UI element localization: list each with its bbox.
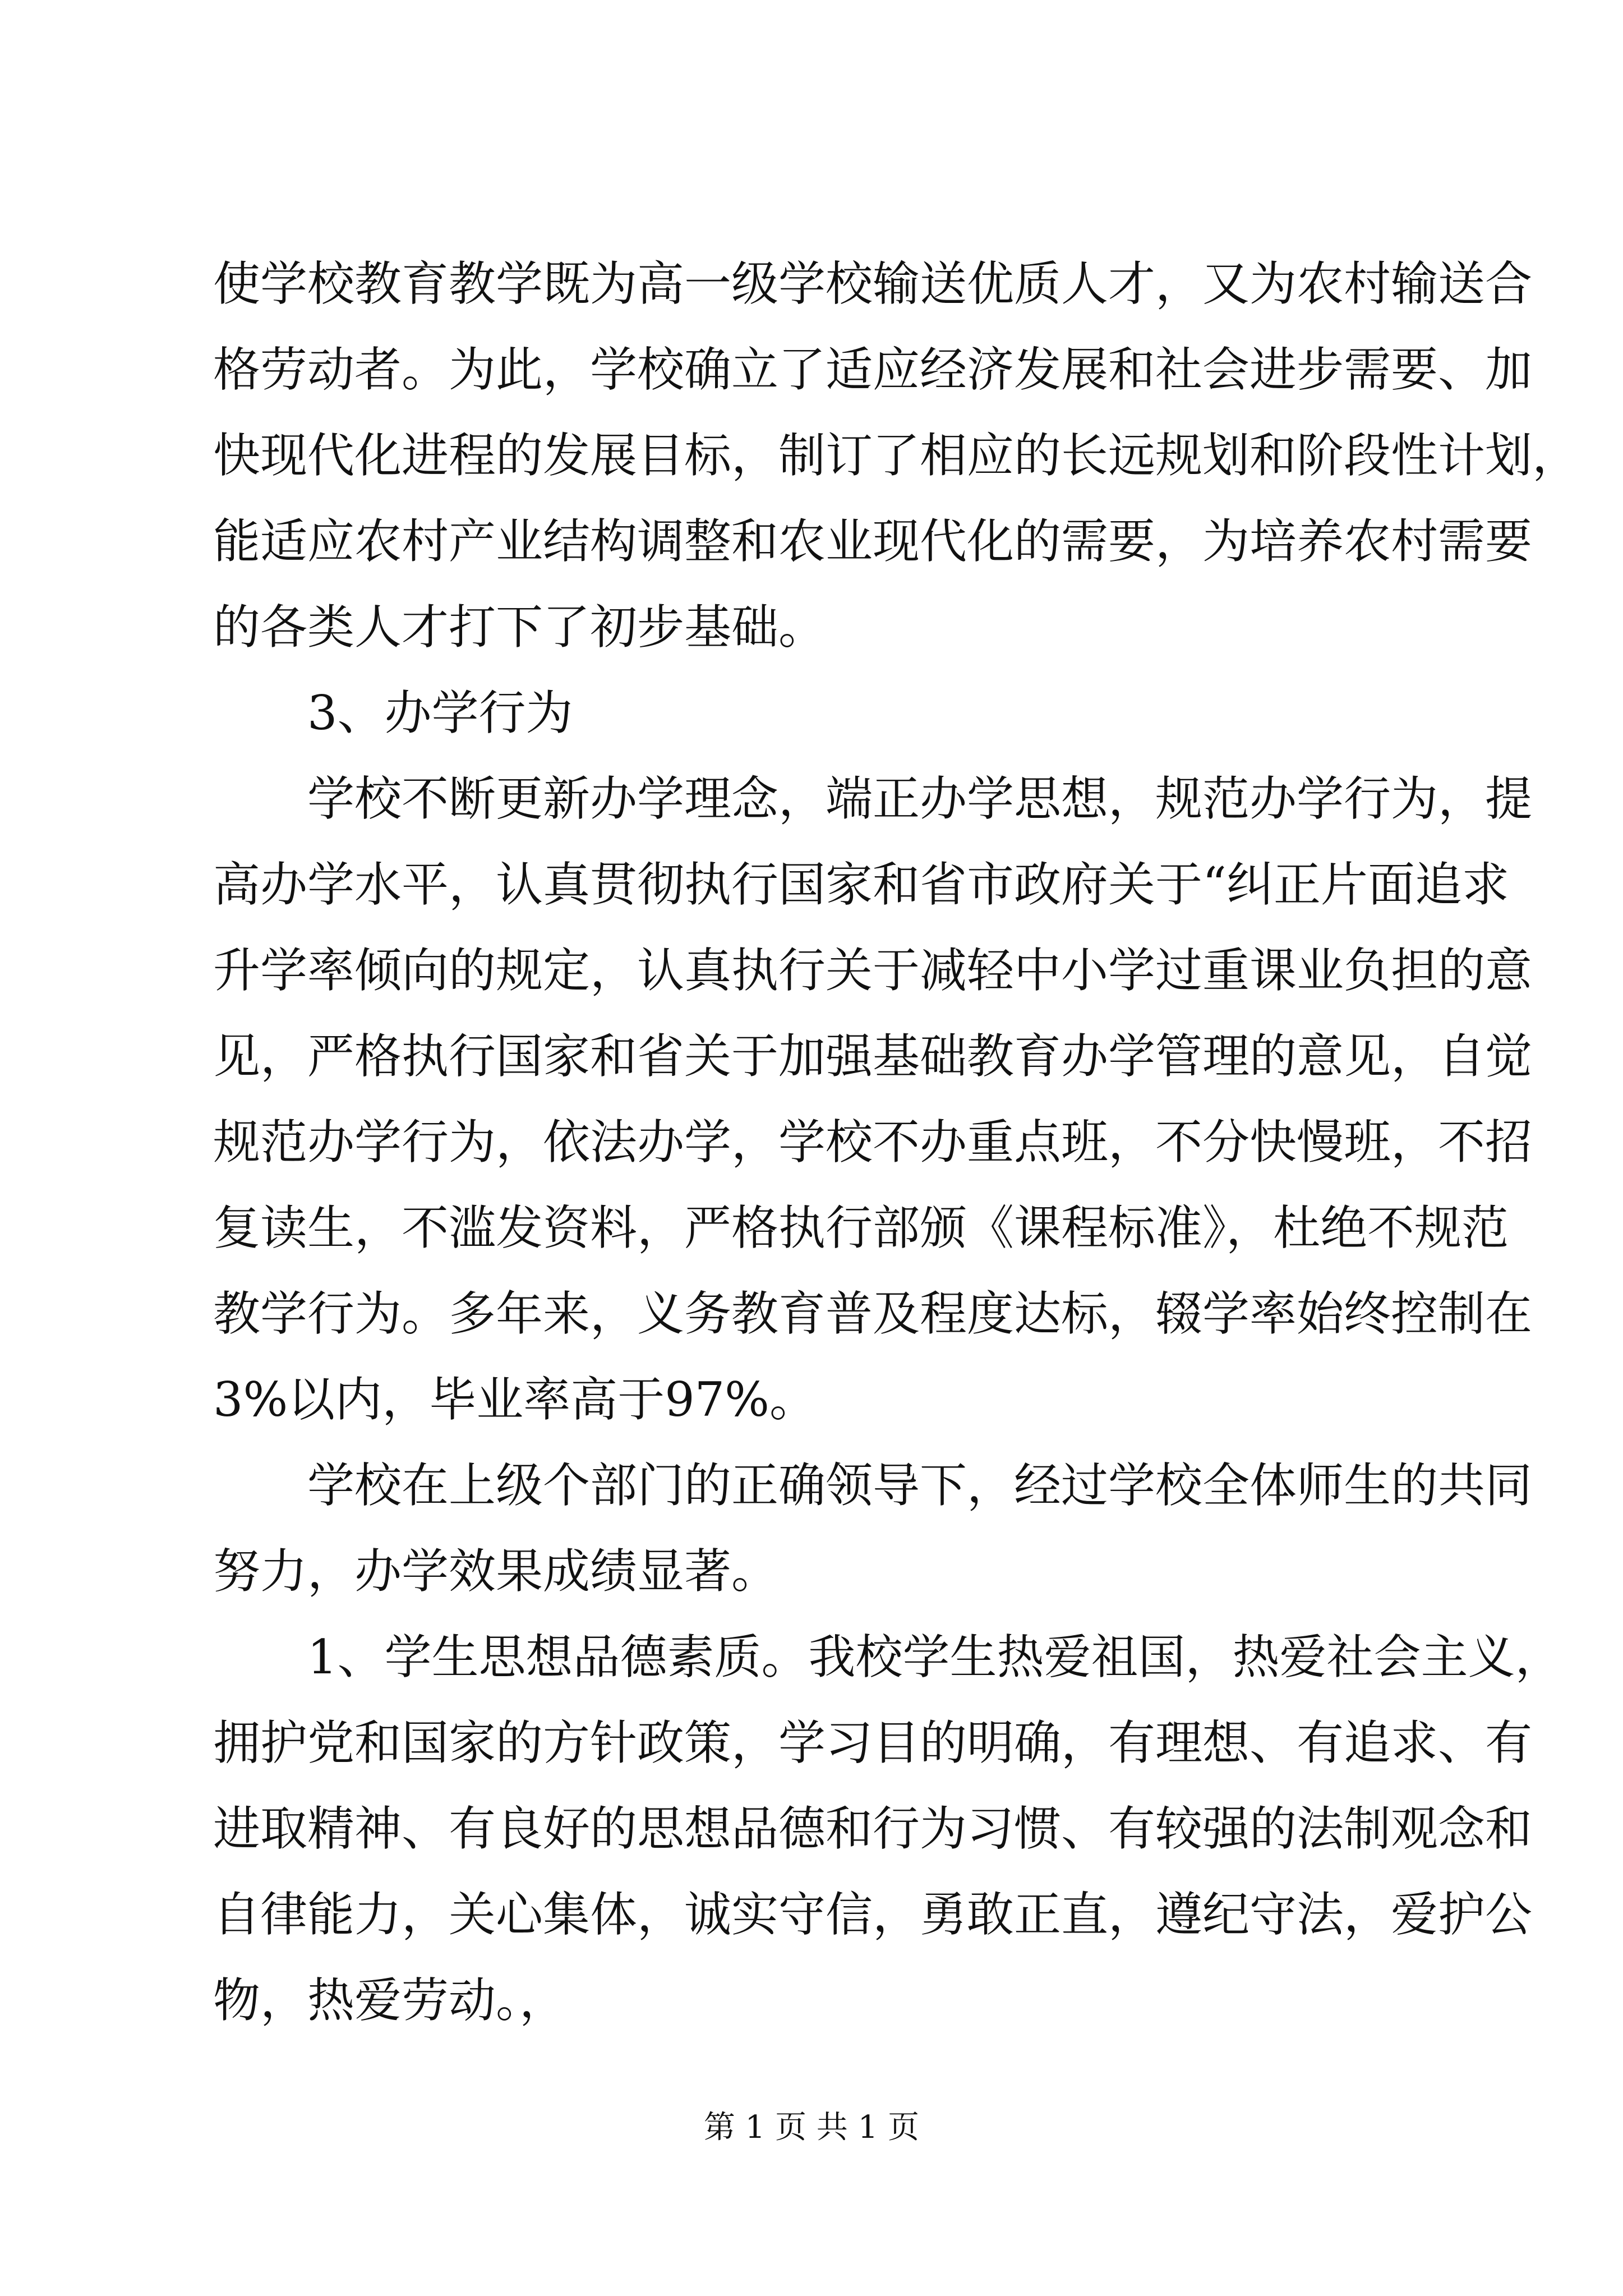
text-line: 教学行为。多年来，义务教育普及程度达标，辍学率始终控制在 [213,1286,1533,1341]
page-footer: 第 1 页 共 1 页 [703,2109,920,2146]
text-line: 物，热爱劳动。， [213,1973,567,2028]
text-line: 复读生，不滥发资料，严格执行部颁《课程标准》，杜绝不规范 [213,1200,1509,1255]
text-line: 规范办学行为，依法办学，学校不办重点班，不分快慢班，不招 [213,1115,1533,1170]
text-line: 升学率倾向的规定，认真执行关于减轻中小学过重课业负担的意 [213,943,1533,998]
text-line: 拥护党和国家的方针政策，学习目的明确，有理想、有追求、有 [213,1715,1533,1770]
text-line: 努力，办学效果成绩显著。 [213,1544,779,1599]
paragraph-first-line: 学校在上级个部门的正确领导下，经过学校全体师生的共同 [307,1458,1533,1513]
text-line: 使学校教育教学既为高一级学校输送优质人才，又为农村输送合 [213,256,1533,311]
text-line: 3%以内，毕业率高于97%。 [213,1372,817,1427]
paragraph-first-line: 学校不断更新办学理念，端正办学思想，规范办学行为，提 [307,771,1533,826]
text-line: 见，严格执行国家和省关于加强基础教育办学管理的意见，自觉 [213,1029,1533,1084]
section-heading: 3、办学行为 [307,685,573,740]
text-line: 格劳动者。为此，学校确立了适应经济发展和社会进步需要、加 [213,342,1533,397]
text-line: 的各类人才打下了初步基础。 [213,600,826,655]
document-body [213,252,1580,2055]
text-line: 自律能力，关心集体，诚实守信，勇敢正直，遵纪守法，爱护公 [213,1887,1533,1942]
text-line: 高办学水平，认真贯彻执行国家和省市政府关于“纠正片面追求 [213,857,1509,912]
text-line: 进取精神、有良好的思想品德和行为习惯、有较强的法制观念和 [213,1801,1533,1856]
text-line: 快现代化进程的发展目标，制订了相应的长远规划和阶段性计划， [213,428,1580,483]
text-line: 能适应农村产业结构调整和农业现代化的需要，为培养农村需要 [213,514,1533,569]
paragraph-first-line: 1、学生思想品德素质。我校学生热爱祖国，热爱社会主义， [307,1630,1562,1685]
